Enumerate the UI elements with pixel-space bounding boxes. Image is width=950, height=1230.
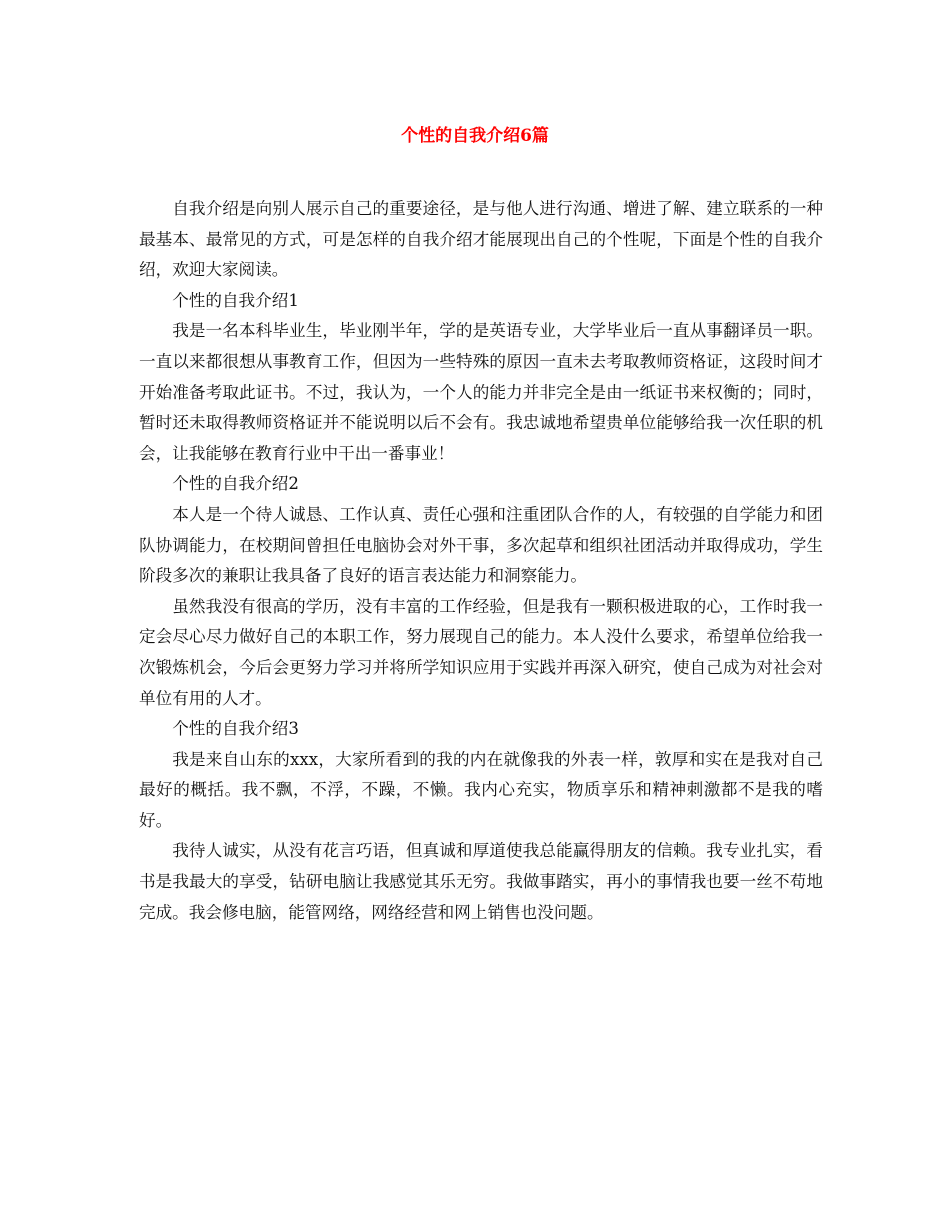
section-2-paragraph-2: 虽然我没有很高的学历，没有丰富的工作经验，但是我有一颗积极进取的心，工作时我一定会尽心尽力做好自己的本职工作，努力展现自己的能力。本人没什么要求，希望单位给我一次锻炼机会，今后会更努力学习并将所学知识应用于实践并再深入研究，使自己成为对社会对单位有用的人才。 bbox=[139, 596, 823, 708]
document-body bbox=[139, 194, 823, 928]
document-title: 个性的自我介绍6篇 bbox=[401, 126, 549, 146]
section-heading-2: 个性的自我介绍2 bbox=[172, 474, 299, 494]
section-3-paragraph-2: 我待人诚实，从没有花言巧语，但真诚和厚道使我总能赢得朋友的信赖。我专业扎实，看书是我最大的享受，钻研电脑让我感觉其乐无穷。我做事踏实，再小的事情我也要一丝不苟地完成。我会修电脑，能管网络，网络经营和网上销售也没问题。 bbox=[139, 841, 823, 922]
section-heading-3: 个性的自我介绍3 bbox=[172, 719, 299, 739]
intro-paragraph: 自我介绍是向别人展示自己的重要途径，是与他人进行沟通、增进了解、建立联系的一种最基本、最常见的方式，可是怎样的自我介绍才能展现出自己的个性呢，下面是个性的自我介绍，欢迎大家阅读。 bbox=[139, 199, 823, 280]
section-heading-1: 个性的自我介绍1 bbox=[172, 290, 299, 310]
section-1-paragraph: 我是一名本科毕业生，毕业刚半年，学的是英语专业，大学毕业后一直从事翻译员一职。一直以来都很想从事教育工作，但因为一些特殊的原因一直未去考取教师资格证，这段时间才开始准备考取此证书。不过，我认为，一个人的能力并非完全是由一纸证书来权衡的；同时，暂时还未取得教师资格证并不能说明以后不会有。我忠诚地希望贵单位能够给我一次任职的机会，让我能够在教育行业中干出一番事业！ bbox=[139, 321, 823, 463]
section-3-paragraph-1: 我是来自山东的xxx，大家所看到的我的内在就像我的外表一样，敦厚和实在是我对自己最好的概括。我不飘，不浮，不躁，不懒。我内心充实，物质享乐和精神刺激都不是我的嗜好。 bbox=[139, 749, 823, 830]
section-2-paragraph-1: 本人是一个待人诚恳、工作认真、责任心强和注重团队合作的人，有较强的自学能力和团队协调能力，在校期间曾担任电脑协会对外干事，多次起草和组织社团活动并取得成功，学生阶段多次的兼职让我具备了良好的语言表达能力和洞察能力。 bbox=[139, 504, 823, 586]
